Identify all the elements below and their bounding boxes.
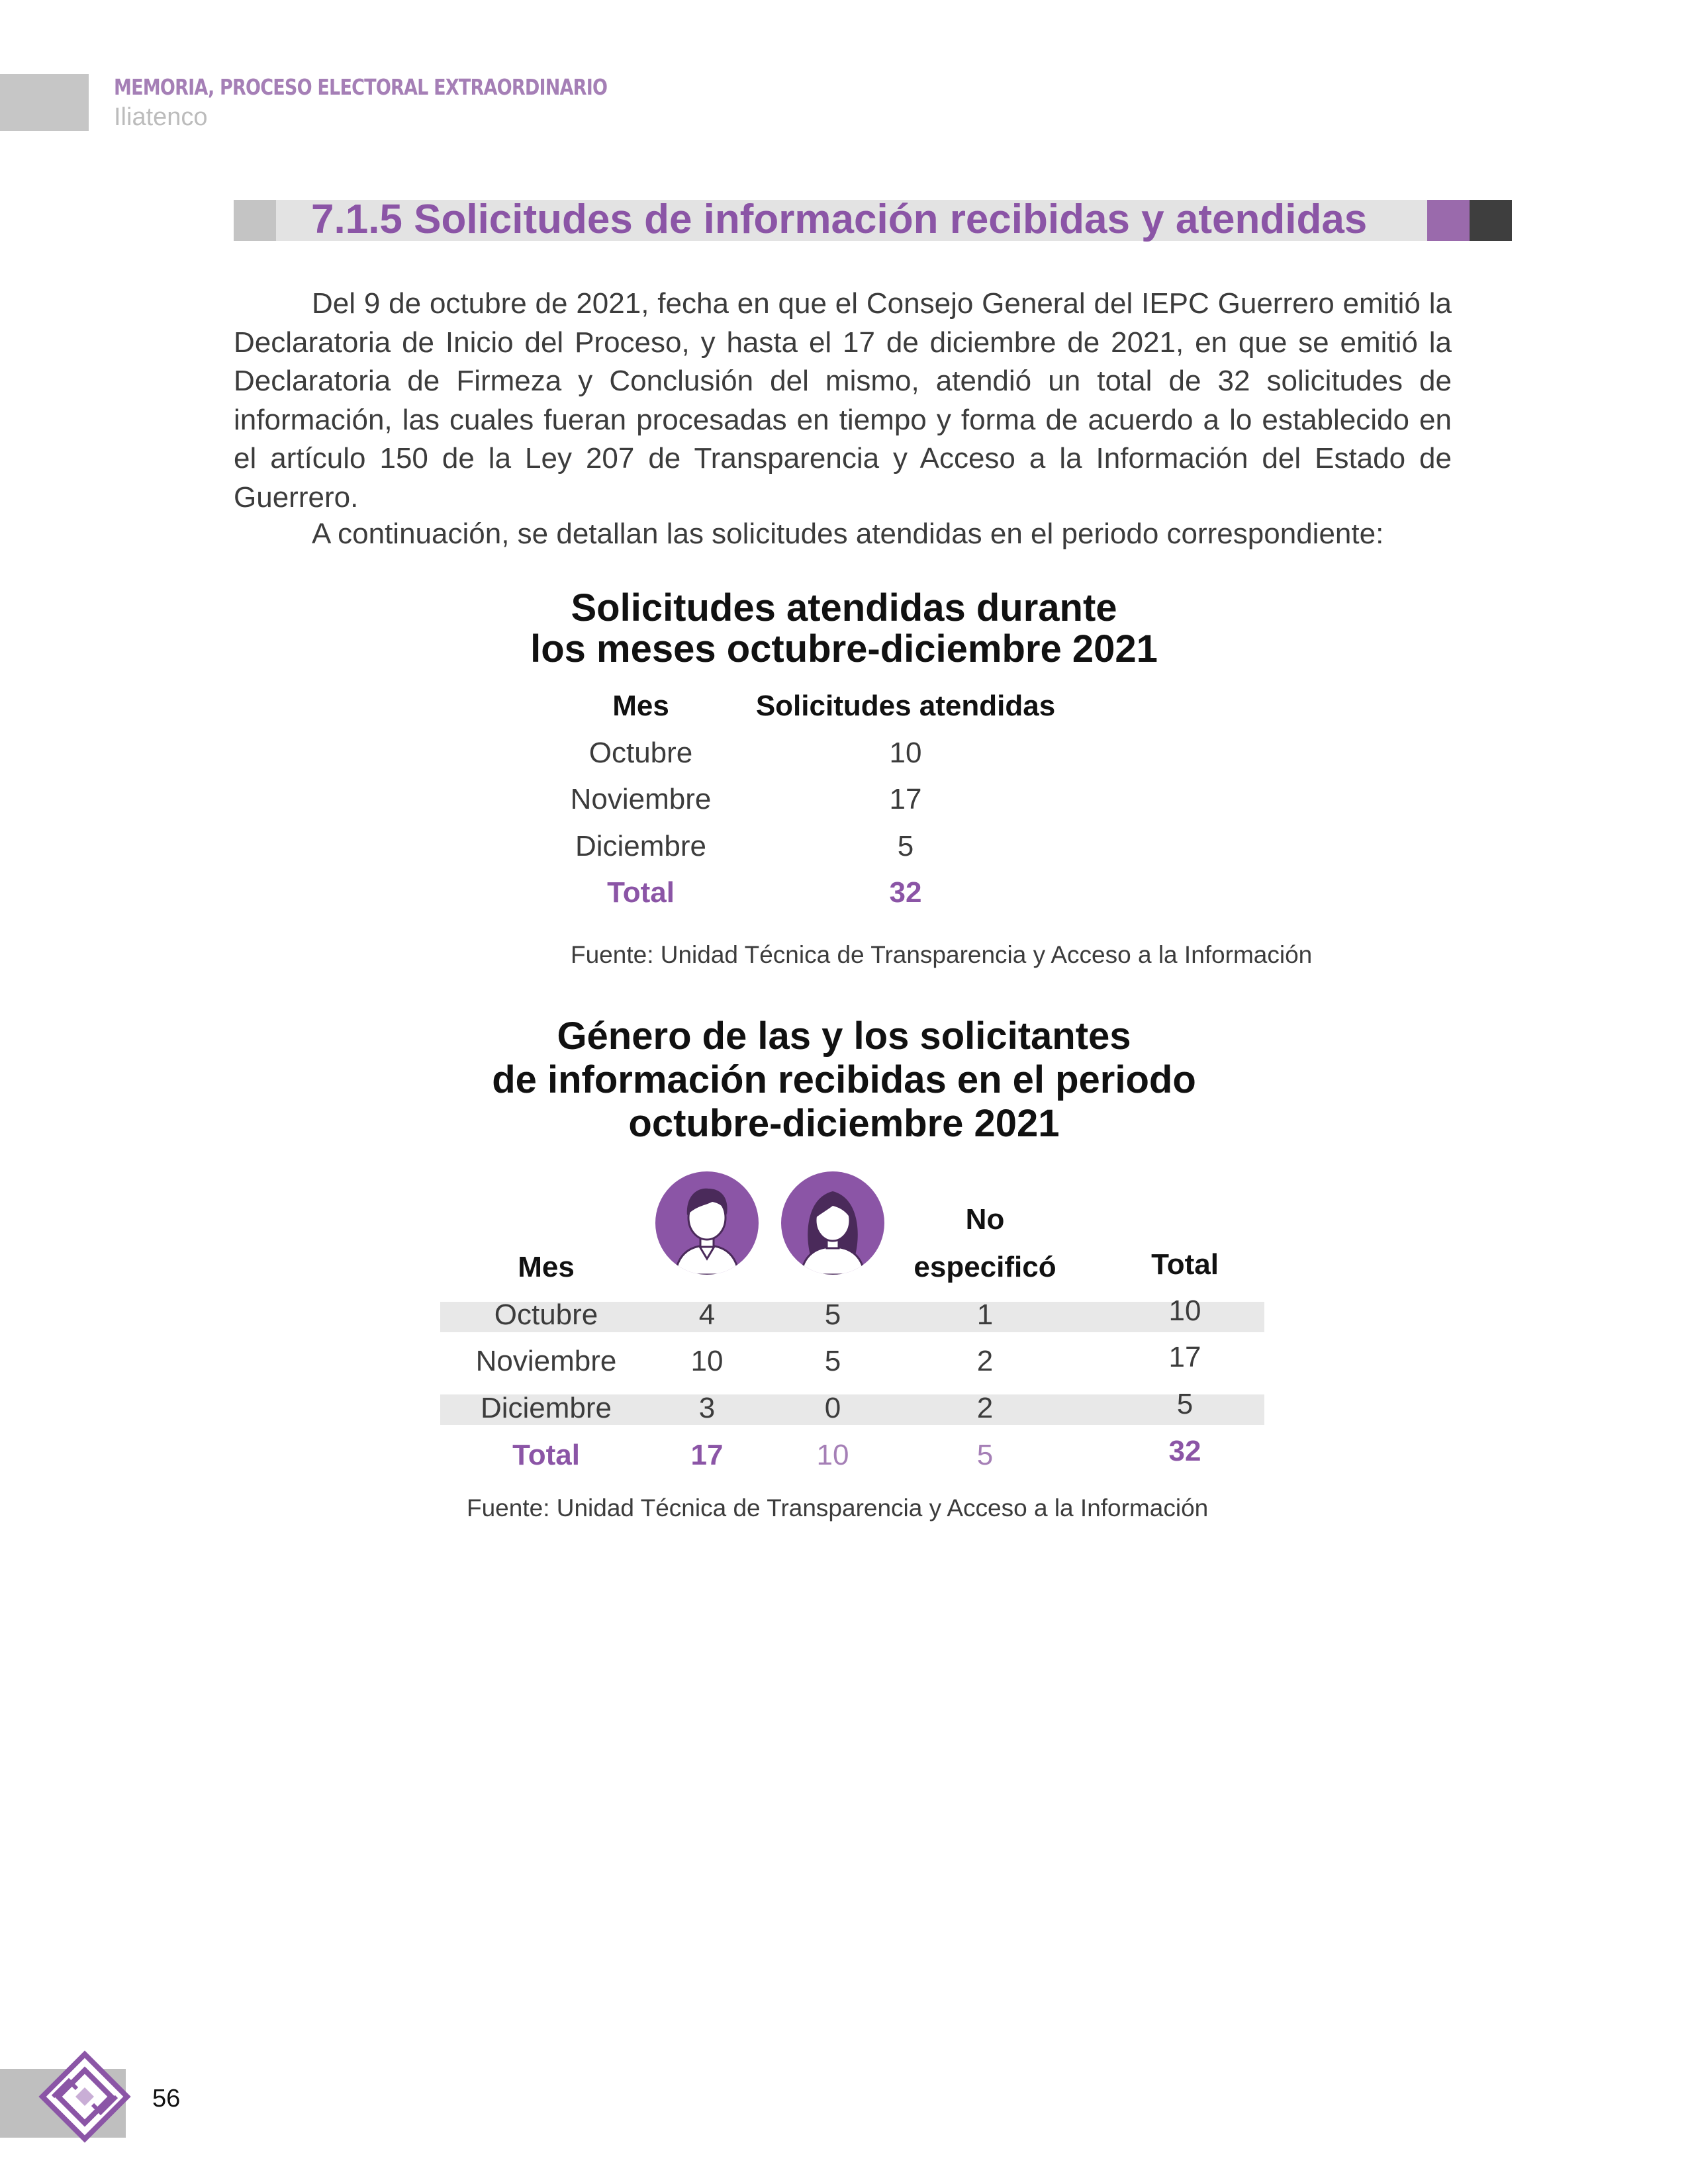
table2-row-unspecified: 2 [976,1392,994,1424]
man-avatar-icon [655,1171,759,1275]
table1-title [0,588,1688,670]
table1-row-value: 10 [889,737,922,769]
table1-row-month: Octubre [588,737,693,769]
table1-source: Fuente: Unidad Técnica de Transparencia y Acceso a la Información [571,941,1313,968]
table2-row-total: 5 [1176,1388,1194,1420]
table2-row-month: Diciembre [480,1392,612,1424]
table1-title-line2: los meses octubre-diciembre 2021 [530,627,1158,670]
table2-total-unspecified: 5 [976,1439,994,1471]
table2-row-unspecified: 1 [976,1298,994,1331]
table1-row-value: 17 [889,783,922,815]
table2-row-men: 3 [698,1392,716,1424]
table2-row-total: 17 [1168,1341,1201,1373]
table1-header-mes: Mes [612,690,669,722]
header-subtitle: Iliatenco [114,103,208,131]
body-paragraph-2: A continuación, se detallan las solicitudes atendidas en el periodo correspondiente: [312,518,1384,550]
table2-title [0,1015,1688,1146]
table1-title-line1: Solicitudes atendidas durante [571,586,1117,629]
table2-row-women: 5 [824,1345,841,1377]
header-title: MEMORIA, PROCESO ELECTORAL EXTRAORDINARIO [114,74,608,100]
table2-title-line2: de información recibidas en el periodo [492,1058,1196,1101]
table2-total-label: Total [512,1439,580,1471]
table1-total-value: 32 [889,876,922,909]
table2-row-men: 10 [690,1345,724,1377]
table2-header-especifico: especificó [914,1251,1056,1283]
section-title: 7.1.5 Solicitudes de información recibidas y atendidas [311,197,1368,242]
body-paragraph-1: Del 9 de octubre de 2021, fecha en que el Consejo General del IEPC Guerrero emitió la Declaratoria de Inicio del Proceso, y hasta el 17 de diciembre de 2021, en que se emitió la Declaratoria de Firmeza y Conclusión del mismo, atendió un total de 32 solicitudes de información, las cuales fueran procesadas en tiempo y forma de acuerdo a lo establecido en el artículo 150 de la Ley 207 de Transparencia y Acceso a la Información del Estado de Guerrero. [234,287,1452,514]
page-number: 56 [152,2085,181,2113]
section-heading-purple-block [1427,200,1470,241]
table2-header-no: No [965,1203,1005,1236]
woman-avatar-icon [781,1171,884,1275]
table2-title-line3: octubre-diciembre 2021 [628,1102,1060,1145]
table1-total-label: Total [607,876,675,909]
table2-total-women: 10 [816,1439,849,1471]
table2-header-mes: Mes [518,1251,575,1283]
table2-title-line1: Género de las y los solicitantes [557,1015,1131,1058]
section-heading-dark-block [1470,200,1512,241]
table2-row-month: Octubre [494,1298,598,1331]
table2-row-women: 0 [824,1392,841,1424]
table2-row-total: 10 [1168,1295,1201,1327]
header-grey-bar [0,74,89,131]
table2-total-total: 32 [1168,1435,1201,1467]
institution-logo-icon [38,2050,131,2143]
table1-row-value: 5 [897,830,914,862]
table2-row-men: 4 [698,1298,716,1331]
table2-source: Fuente: Unidad Técnica de Transparencia y Acceso a la Información [467,1494,1209,1522]
table2-row-unspecified: 2 [976,1345,994,1377]
table2-row-month: Noviembre [475,1345,617,1377]
table2-total-men: 17 [690,1439,724,1471]
table1-row-month: Noviembre [570,783,712,815]
table1-header-solicitudes: Solicitudes atendidas [755,690,1056,722]
table2-row-women: 5 [824,1298,841,1331]
section-heading-left-block [234,200,276,241]
table1-row-month: Diciembre [575,830,707,862]
table2-header-total: Total [1151,1248,1219,1281]
